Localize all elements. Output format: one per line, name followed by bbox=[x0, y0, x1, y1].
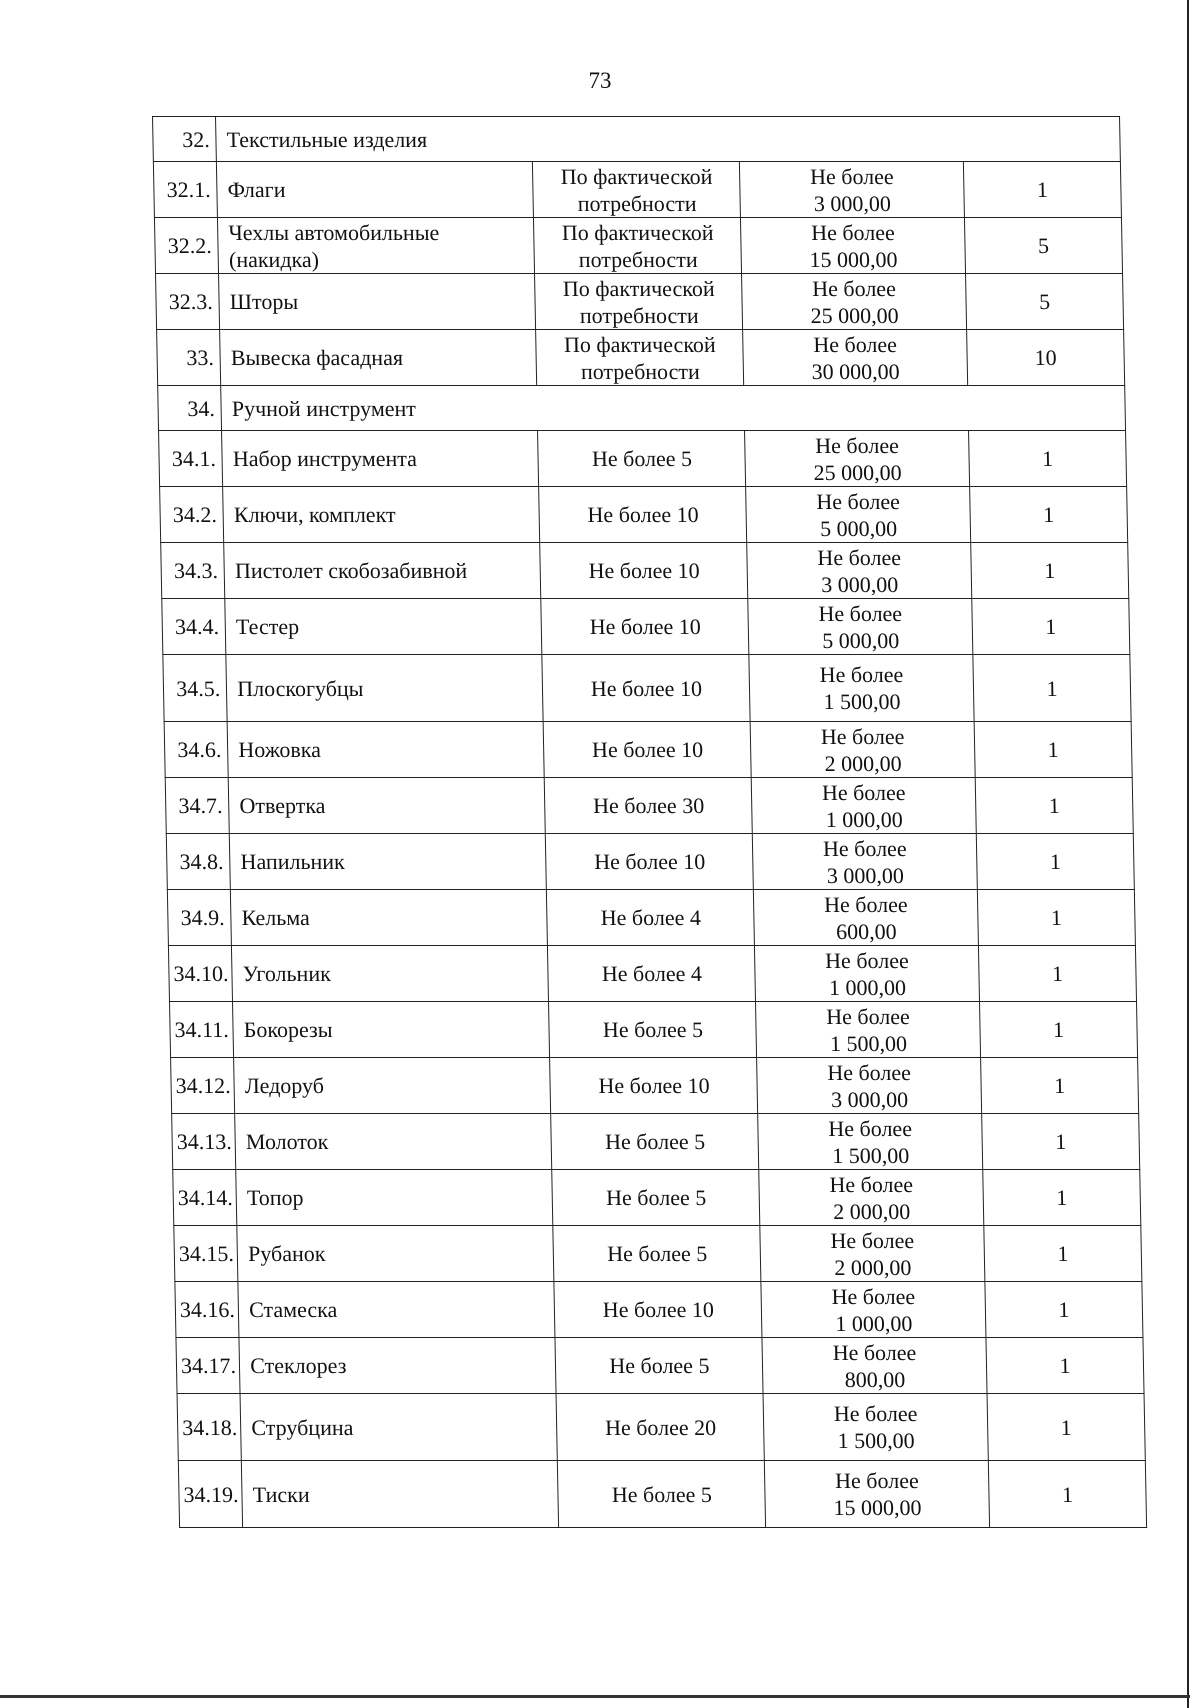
item-quantity: Не более 5 bbox=[611, 1481, 713, 1507]
item-name-cell bbox=[227, 722, 544, 778]
item-price-value: 1 000,00 bbox=[828, 974, 907, 1000]
item-number-cell bbox=[153, 162, 217, 218]
table-row bbox=[161, 543, 1129, 599]
item-price-cell bbox=[758, 1114, 983, 1170]
item-term-cell bbox=[964, 218, 1122, 274]
item-number-cell bbox=[176, 1338, 240, 1394]
item-number: 34.16. bbox=[179, 1297, 236, 1322]
item-term-cell bbox=[965, 274, 1123, 330]
item-term: 1 bbox=[1043, 558, 1056, 583]
item-number: 34.4. bbox=[174, 614, 220, 639]
item-quantity-line2: потребности bbox=[578, 246, 698, 272]
item-quantity: Не более 4 bbox=[601, 961, 703, 986]
item-price-cell bbox=[742, 274, 967, 330]
item-name-cell bbox=[219, 274, 536, 330]
item-name-cell bbox=[223, 487, 540, 543]
item-number: 34.11. bbox=[174, 1017, 229, 1042]
item-price-value: 1 500,00 bbox=[837, 1428, 915, 1453]
item-name: Бокорезы bbox=[243, 1017, 333, 1042]
section-row bbox=[153, 117, 1121, 162]
table-row bbox=[175, 1282, 1143, 1338]
item-name: Тестер bbox=[235, 614, 300, 639]
item-name: Стамеска bbox=[248, 1297, 338, 1322]
item-price-prefix: Не более bbox=[810, 219, 895, 245]
section-number: 32. bbox=[181, 126, 210, 152]
item-price-prefix: Не более bbox=[818, 600, 903, 626]
table-row bbox=[156, 274, 1124, 330]
item-price-cell bbox=[762, 1338, 987, 1394]
item-price-value: 15 000,00 bbox=[809, 246, 898, 272]
item-number-cell bbox=[172, 1114, 236, 1170]
item-name-cell bbox=[232, 946, 549, 1002]
item-quantity: Не более 10 bbox=[590, 675, 703, 701]
item-number: 34.8. bbox=[179, 849, 224, 874]
item-quantity-cell bbox=[543, 722, 751, 778]
item-name-cell bbox=[220, 330, 537, 386]
item-term: 1 bbox=[1036, 177, 1049, 202]
item-name-cell bbox=[226, 655, 543, 722]
item-quantity: Не более 10 bbox=[591, 737, 704, 762]
item-number: 34.19. bbox=[183, 1481, 239, 1507]
item-name: Ледоруб bbox=[244, 1073, 325, 1098]
item-term: 1 bbox=[1051, 961, 1064, 986]
item-number: 34.15. bbox=[178, 1241, 235, 1266]
item-quantity-cell bbox=[542, 655, 750, 722]
item-term: 1 bbox=[1057, 1241, 1069, 1266]
page-edge-rule bbox=[1187, 0, 1189, 1708]
item-name-cell bbox=[240, 1394, 557, 1461]
item-name: Отвертка bbox=[239, 793, 326, 818]
item-name-cell bbox=[237, 1226, 554, 1282]
item-term-cell bbox=[969, 431, 1127, 487]
item-quantity: Не более 10 bbox=[602, 1297, 715, 1322]
item-name-cell bbox=[235, 1114, 552, 1170]
item-name-cell bbox=[229, 834, 546, 890]
norms-table-body bbox=[153, 117, 1147, 1528]
item-name-cell bbox=[217, 162, 534, 218]
item-term: 1 bbox=[1046, 675, 1058, 701]
item-quantity: По фактической bbox=[562, 275, 715, 301]
item-term: 5 bbox=[1038, 289, 1051, 314]
table-row bbox=[165, 778, 1133, 834]
table-row bbox=[177, 1394, 1145, 1461]
item-number: 34.1. bbox=[171, 446, 217, 471]
item-term: 1 bbox=[1061, 1481, 1074, 1507]
item-quantity-cell bbox=[545, 778, 753, 834]
item-name: Шторы bbox=[229, 289, 299, 314]
item-term-cell bbox=[988, 1461, 1146, 1528]
table-row bbox=[164, 722, 1132, 778]
norms-table bbox=[152, 116, 1147, 1528]
item-term: 10 bbox=[1034, 345, 1057, 370]
table-row bbox=[167, 890, 1135, 946]
table-row bbox=[173, 1170, 1141, 1226]
item-price-prefix: Не более bbox=[832, 1339, 917, 1365]
item-quantity: По фактической bbox=[561, 219, 714, 245]
item-term-cell bbox=[984, 1226, 1142, 1282]
item-number-cell bbox=[171, 1058, 235, 1114]
item-number-cell bbox=[170, 1002, 234, 1058]
item-price-cell bbox=[764, 1394, 989, 1461]
item-name: Напильник bbox=[240, 849, 345, 874]
item-price-cell bbox=[745, 431, 970, 487]
item-number: 34.3. bbox=[173, 558, 219, 583]
item-quantity-line2: потребности bbox=[580, 358, 700, 384]
item-quantity-cell bbox=[535, 274, 743, 330]
item-quantity: Не более 5 bbox=[605, 1185, 707, 1210]
item-name: Кельма bbox=[241, 905, 311, 930]
item-price-value: 600,00 bbox=[835, 918, 897, 944]
item-number: 32.2. bbox=[167, 233, 212, 258]
section-number-cell bbox=[158, 386, 222, 431]
item-term: 1 bbox=[1060, 1414, 1072, 1440]
table-row bbox=[154, 218, 1122, 274]
section-number: 34. bbox=[187, 395, 216, 421]
item-name-cell bbox=[218, 218, 535, 274]
item-quantity: Не более 4 bbox=[600, 905, 702, 930]
item-name: Тиски bbox=[252, 1481, 310, 1507]
item-price-prefix: Не более bbox=[815, 432, 900, 458]
item-price-value: 30 000,00 bbox=[811, 358, 900, 384]
item-price-value: 1 500,00 bbox=[831, 1142, 910, 1168]
item-name: Ножовка bbox=[238, 737, 322, 762]
item-price-value: 3 000,00 bbox=[813, 190, 892, 216]
item-quantity: Не более 30 bbox=[592, 793, 705, 818]
item-name: Вывеска фасадная bbox=[230, 345, 404, 370]
item-price-value: 2 000,00 bbox=[824, 750, 902, 776]
item-price-prefix: Не более bbox=[813, 331, 898, 357]
item-quantity-cell bbox=[549, 1002, 757, 1058]
item-term-cell bbox=[967, 330, 1125, 386]
item-price-prefix: Не более bbox=[834, 1468, 919, 1493]
item-term: 1 bbox=[1048, 793, 1060, 818]
table-row bbox=[162, 599, 1130, 655]
item-price-value: 5 000,00 bbox=[819, 515, 898, 541]
item-number: 34.12. bbox=[175, 1073, 231, 1098]
item-quantity-cell bbox=[546, 834, 754, 890]
item-price-cell bbox=[760, 1226, 985, 1282]
item-number-cell bbox=[165, 778, 229, 834]
item-term-cell bbox=[970, 487, 1128, 543]
item-price-value: 800,00 bbox=[844, 1366, 906, 1392]
item-name: Молоток bbox=[245, 1129, 329, 1154]
item-price-value: 1 500,00 bbox=[829, 1030, 908, 1056]
item-quantity: Не более 10 bbox=[593, 849, 706, 874]
item-name-cell bbox=[231, 890, 548, 946]
item-name-cell bbox=[234, 1058, 551, 1114]
item-price-value: 3 000,00 bbox=[820, 571, 899, 597]
item-quantity: Не более 10 bbox=[598, 1073, 710, 1098]
item-term-cell bbox=[963, 162, 1121, 218]
item-price-prefix: Не более bbox=[816, 488, 901, 514]
item-name: Стеклорез bbox=[249, 1353, 347, 1378]
item-number-cell bbox=[160, 487, 224, 543]
item-number: 34.9. bbox=[180, 905, 225, 930]
item-number: 34.17. bbox=[180, 1353, 237, 1378]
item-price-value: 1 000,00 bbox=[835, 1310, 913, 1336]
item-name: Угольник bbox=[242, 961, 332, 986]
item-number-cell bbox=[174, 1226, 238, 1282]
item-price-value: 25 000,00 bbox=[813, 459, 902, 485]
item-price-cell bbox=[761, 1282, 986, 1338]
item-price-prefix: Не более bbox=[830, 1227, 915, 1253]
item-quantity: Не более 5 bbox=[604, 1129, 706, 1154]
item-name: Рубанок bbox=[247, 1241, 326, 1266]
item-price-prefix: Не более bbox=[822, 835, 907, 861]
item-price-value: 2 000,00 bbox=[833, 1198, 911, 1224]
item-price-cell bbox=[743, 330, 968, 386]
item-name-cell bbox=[239, 1338, 556, 1394]
item-quantity-cell bbox=[534, 218, 742, 274]
item-number-cell bbox=[177, 1394, 242, 1461]
item-name: Плоскогубцы bbox=[236, 675, 364, 701]
item-price-value: 2 000,00 bbox=[834, 1254, 912, 1280]
item-number: 34.2. bbox=[172, 502, 218, 527]
item-number-cell bbox=[175, 1282, 239, 1338]
item-price-prefix: Не более bbox=[823, 891, 908, 917]
item-quantity-cell bbox=[558, 1461, 766, 1528]
item-quantity-cell bbox=[533, 162, 741, 218]
item-term-cell bbox=[973, 655, 1131, 722]
item-number-cell bbox=[161, 543, 225, 599]
item-price-value: 5 000,00 bbox=[822, 627, 900, 653]
item-name: Чехлы автомобильные (накидка) bbox=[228, 219, 440, 272]
item-term-cell bbox=[978, 946, 1136, 1002]
item-quantity-cell bbox=[551, 1114, 759, 1170]
table-row bbox=[176, 1338, 1144, 1394]
item-price-cell bbox=[740, 162, 965, 218]
section-title-cell bbox=[216, 117, 1121, 162]
item-term: 1 bbox=[1053, 1073, 1066, 1098]
item-quantity: Не более 10 bbox=[587, 502, 699, 527]
item-number-cell bbox=[163, 655, 228, 722]
item-term: 1 bbox=[1054, 1129, 1067, 1154]
table-row bbox=[157, 330, 1125, 386]
item-price-prefix: Не более bbox=[829, 1171, 914, 1197]
item-number-cell bbox=[164, 722, 228, 778]
item-number-cell bbox=[156, 274, 220, 330]
item-number: 34.7. bbox=[178, 793, 223, 818]
item-price-value: 25 000,00 bbox=[810, 302, 899, 328]
item-number: 33. bbox=[186, 345, 215, 370]
item-quantity: Не более 5 bbox=[591, 446, 693, 471]
table-row bbox=[166, 834, 1134, 890]
item-price-cell bbox=[746, 487, 971, 543]
item-price-cell bbox=[748, 599, 973, 655]
section-number-cell bbox=[153, 117, 217, 162]
item-number: 34.18. bbox=[181, 1414, 238, 1440]
item-quantity: По фактической bbox=[560, 163, 713, 189]
item-name: Флаги bbox=[227, 177, 286, 202]
item-price-prefix: Не более bbox=[820, 723, 905, 749]
page-number-text: 73 bbox=[588, 68, 612, 93]
item-number-cell bbox=[159, 431, 223, 487]
item-price-prefix: Не более bbox=[831, 1283, 916, 1309]
item-term: 5 bbox=[1037, 233, 1050, 258]
item-quantity-cell bbox=[538, 431, 746, 487]
item-quantity-cell bbox=[536, 330, 744, 386]
item-term-cell bbox=[982, 1114, 1140, 1170]
item-name-cell bbox=[238, 1282, 555, 1338]
item-price-cell bbox=[752, 778, 977, 834]
item-quantity: Не более 10 bbox=[588, 558, 700, 583]
item-price-prefix: Не более bbox=[821, 779, 906, 805]
item-price-prefix: Не более bbox=[828, 1115, 913, 1141]
section-title: Текстильные изделия bbox=[226, 126, 428, 152]
item-number: 32.1. bbox=[166, 177, 211, 202]
item-term-cell bbox=[985, 1282, 1143, 1338]
item-price-value: 3 000,00 bbox=[826, 862, 905, 888]
item-term: 1 bbox=[1045, 614, 1057, 639]
item-price-cell bbox=[749, 655, 974, 722]
item-name-cell bbox=[242, 1461, 559, 1528]
item-term-cell bbox=[975, 778, 1133, 834]
item-price-prefix: Не более bbox=[817, 544, 902, 570]
item-term-cell bbox=[971, 543, 1129, 599]
item-name: Топор bbox=[246, 1185, 304, 1210]
table-row bbox=[171, 1058, 1139, 1114]
section-title-cell bbox=[221, 386, 1126, 431]
item-quantity-cell bbox=[556, 1394, 764, 1461]
item-number: 34.13. bbox=[176, 1129, 232, 1154]
item-term: 1 bbox=[1059, 1353, 1071, 1378]
item-price-cell bbox=[747, 543, 972, 599]
item-term: 1 bbox=[1041, 446, 1054, 471]
item-number-cell bbox=[178, 1461, 243, 1528]
item-name-cell bbox=[224, 543, 541, 599]
table-row bbox=[172, 1114, 1140, 1170]
item-number-cell bbox=[167, 890, 231, 946]
item-price-prefix: Не более bbox=[824, 947, 909, 973]
item-quantity-line2: потребности bbox=[577, 190, 697, 216]
item-term: 1 bbox=[1058, 1297, 1070, 1322]
item-quantity-cell bbox=[540, 543, 748, 599]
item-quantity: Не более 20 bbox=[604, 1414, 717, 1440]
table-row bbox=[168, 946, 1136, 1002]
table-row bbox=[174, 1226, 1142, 1282]
item-name: Струбцина bbox=[251, 1414, 354, 1440]
section-title: Ручной инструмент bbox=[231, 395, 417, 421]
item-term-cell bbox=[977, 890, 1135, 946]
item-price-cell bbox=[741, 218, 966, 274]
item-term: 1 bbox=[1050, 905, 1063, 930]
item-quantity: Не более 10 bbox=[589, 614, 701, 639]
item-quantity-cell bbox=[550, 1058, 758, 1114]
item-quantity-cell bbox=[553, 1226, 761, 1282]
item-quantity: Не более 5 bbox=[609, 1353, 710, 1378]
item-price-cell bbox=[753, 834, 978, 890]
item-quantity: По фактической bbox=[563, 331, 716, 357]
item-price-prefix: Не более bbox=[827, 1059, 912, 1085]
item-price-value: 1 500,00 bbox=[823, 689, 901, 714]
section-row bbox=[158, 386, 1126, 431]
item-number-cell bbox=[162, 599, 226, 655]
item-name-cell bbox=[225, 599, 542, 655]
item-name-cell bbox=[233, 1002, 550, 1058]
item-quantity: Не более 5 bbox=[606, 1241, 708, 1266]
item-quantity-line2: потребности bbox=[579, 302, 699, 328]
item-term: 1 bbox=[1056, 1185, 1068, 1210]
item-number-cell bbox=[173, 1170, 237, 1226]
item-term-cell bbox=[974, 722, 1132, 778]
item-term-cell bbox=[986, 1338, 1144, 1394]
item-term-cell bbox=[983, 1170, 1141, 1226]
table-row bbox=[153, 162, 1121, 218]
item-price-value: 3 000,00 bbox=[830, 1086, 909, 1112]
item-name: Ключи, комплект bbox=[233, 502, 396, 527]
item-price-prefix: Не более bbox=[812, 275, 897, 301]
item-quantity-cell bbox=[547, 890, 755, 946]
item-number-cell bbox=[168, 946, 232, 1002]
item-term-cell bbox=[976, 834, 1134, 890]
item-price-value: 1 000,00 bbox=[825, 806, 903, 832]
item-quantity-cell bbox=[555, 1338, 763, 1394]
table-row bbox=[160, 487, 1128, 543]
page-bottom-rule bbox=[0, 1695, 1190, 1698]
item-price-prefix: Не более bbox=[833, 1401, 918, 1426]
item-price-cell bbox=[765, 1461, 990, 1528]
item-term: 1 bbox=[1042, 502, 1055, 527]
item-term-cell bbox=[987, 1394, 1145, 1461]
item-price-cell bbox=[755, 946, 980, 1002]
item-number-cell bbox=[157, 330, 221, 386]
item-price-cell bbox=[751, 722, 976, 778]
item-quantity-cell bbox=[539, 487, 747, 543]
item-number-cell bbox=[154, 218, 218, 274]
item-price-prefix: Не более bbox=[809, 163, 894, 189]
item-name-cell bbox=[236, 1170, 553, 1226]
table-row bbox=[178, 1461, 1146, 1528]
item-name: Пистолет скобозабивной bbox=[234, 558, 468, 583]
item-number: 34.10. bbox=[173, 961, 229, 986]
item-number: 34.6. bbox=[177, 737, 222, 762]
item-price-cell bbox=[756, 1002, 981, 1058]
item-number: 32.3. bbox=[168, 289, 214, 314]
page-number bbox=[0, 68, 1200, 94]
item-name-cell bbox=[228, 778, 545, 834]
item-quantity: Не более 5 bbox=[602, 1017, 704, 1042]
item-term: 1 bbox=[1047, 737, 1059, 762]
item-quantity-cell bbox=[548, 946, 756, 1002]
item-quantity-cell bbox=[541, 599, 749, 655]
item-term: 1 bbox=[1049, 849, 1062, 874]
table-row bbox=[159, 431, 1127, 487]
item-price-cell bbox=[759, 1170, 984, 1226]
table-row bbox=[170, 1002, 1138, 1058]
item-price-value: 15 000,00 bbox=[833, 1495, 922, 1520]
item-number-cell bbox=[166, 834, 230, 890]
item-price-prefix: Не более bbox=[819, 662, 904, 687]
item-name: Набор инструмента bbox=[232, 446, 418, 471]
item-price-cell bbox=[754, 890, 979, 946]
table-row bbox=[163, 655, 1131, 722]
item-quantity-cell bbox=[552, 1170, 760, 1226]
item-price-prefix: Не более bbox=[825, 1003, 911, 1029]
item-price-cell bbox=[757, 1058, 982, 1114]
item-number: 34.5. bbox=[175, 675, 221, 701]
item-term: 1 bbox=[1052, 1017, 1065, 1042]
item-name-cell bbox=[222, 431, 539, 487]
item-term-cell bbox=[972, 599, 1130, 655]
item-term-cell bbox=[981, 1058, 1139, 1114]
item-number: 34.14. bbox=[177, 1185, 234, 1210]
item-quantity-cell bbox=[554, 1282, 762, 1338]
item-term-cell bbox=[979, 1002, 1137, 1058]
